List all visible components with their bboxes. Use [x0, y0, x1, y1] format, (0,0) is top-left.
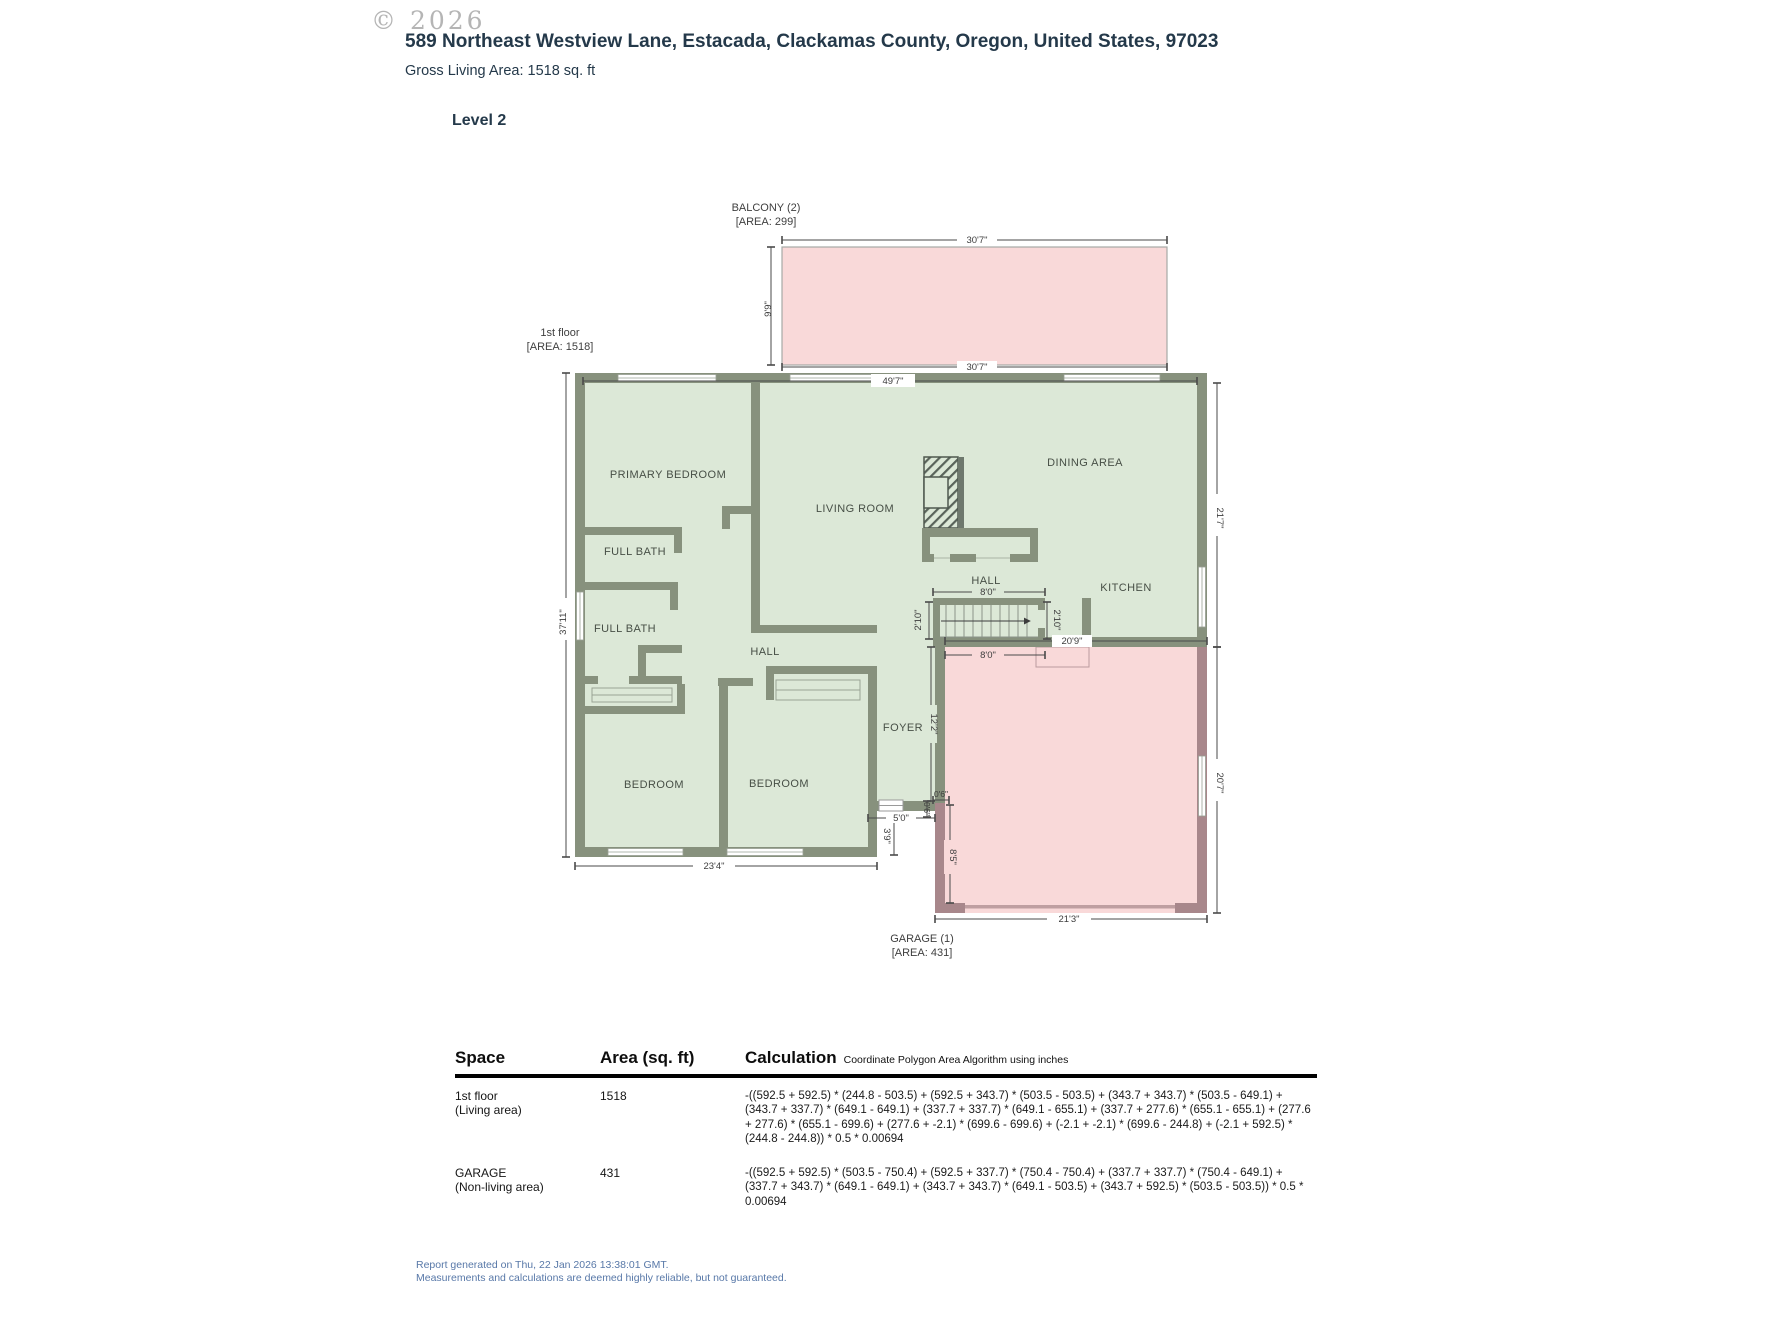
table-row	[455, 1166, 1317, 1209]
dim-stairs-bottom: 8'0"	[980, 650, 996, 661]
dim-top-width: 49'7"	[882, 376, 904, 387]
room-full-bath-1: FULL BATH	[603, 546, 667, 558]
dim-foyer-height: 12'2"	[928, 713, 939, 735]
dim-stairs-left: 2'10"	[913, 609, 924, 631]
balcony-label: BALCONY (2)	[731, 202, 801, 214]
dim-garage-bottom: 21'3"	[1058, 914, 1080, 925]
col-calculation: Calculation	[745, 1048, 837, 1067]
col-area: Area (sq. ft)	[600, 1048, 695, 1067]
balcony-area-value: [AREA: 299]	[735, 216, 797, 228]
garage-label: GARAGE (1)	[890, 933, 954, 945]
dim-jog-vertical: 0'6"	[922, 801, 932, 817]
garage-area-value: [AREA: 431]	[891, 947, 953, 959]
room-kitchen: KITCHEN	[1100, 582, 1152, 594]
foyer-exit-door	[879, 800, 903, 811]
balcony-area	[782, 247, 1167, 365]
dim-garage-top: 20'9"	[1061, 636, 1083, 647]
col-calculation-note: Coordinate Polygon Area Algorithm using inches	[843, 1054, 1069, 1066]
level-label: Level 2	[452, 112, 507, 129]
calculation-table	[455, 1048, 1317, 1209]
row-area-value: 1518	[600, 1089, 627, 1103]
room-primary-bedroom: PRIMARY BEDROOM	[609, 469, 727, 481]
room-full-bath-2: FULL BATH	[593, 623, 657, 635]
dim-right-lower: 20'7"	[1214, 772, 1225, 794]
room-hall-upper: HALL	[971, 575, 1001, 587]
row-space-name: GARAGE	[455, 1166, 507, 1180]
dim-balcony-bottom: 30'7"	[966, 362, 988, 373]
page-title: 589 Northeast Westview Lane, Estacada, Clackamas County, Oregon, United States, 97023	[405, 31, 1219, 52]
room-bedroom-1: BEDROOM	[624, 779, 684, 791]
table-row	[455, 1089, 1317, 1146]
report-footer	[416, 1259, 787, 1284]
dim-left-height: 37'11"	[558, 609, 569, 635]
row-space-kind: (Living area)	[455, 1103, 522, 1118]
dim-exit-height: 3'9"	[881, 828, 892, 844]
row-calculation: -((592.5 + 592.5) * (244.8 - 503.5) + (592.5 + 343.7) * (503.5 - 503.5) + (343.7 + 343.7) * (503.5 - 649.1) + (343.7 + 337.7) * (649.1 - 649.1) + (337.7 + 337.7) * (649.1 - 655.1) + (337.7 + 277.6) * (655.1 - 655.1) + (277.6 + 277.6) * (655.1 - 699.6) + (277.6 + -2.1) * (699.6 - 699.6) + (-2.1 + -2.1) * (699.6 - 244.8) + (-2.1 + 592.5) * (244.8 - 244.8)) * 0.5 * 0.00694	[745, 1090, 1311, 1145]
garage-area	[935, 647, 1207, 913]
row-space-kind: (Non-living area)	[455, 1180, 544, 1195]
first-floor-area: [AREA: 1518]	[526, 341, 594, 353]
dim-stairs-top: 8'0"	[980, 587, 996, 598]
footer-generated: Report generated on Thu, 22 Jan 2026 13:38:01 GMT.	[416, 1259, 669, 1271]
table-header	[455, 1048, 1317, 1078]
room-living-room: LIVING ROOM	[815, 503, 895, 515]
row-space-name: 1st floor	[455, 1089, 498, 1103]
first-floor-label: 1st floor	[540, 327, 580, 339]
dim-jog-horizontal: 0'6"	[933, 789, 949, 799]
room-dining-area: DINING AREA	[1047, 457, 1123, 469]
col-space: Space	[455, 1048, 506, 1067]
dim-balcony-left: 9'9"	[763, 301, 774, 317]
row-calculation: -((592.5 + 592.5) * (503.5 - 750.4) + (592.5 + 337.7) * (750.4 - 750.4) + (337.7 + 337.7) * (750.4 - 649.1) + (337.7 + 343.7) * (649.1 - 649.1) + (343.7 + 343.7) * (649.1 - 503.5) + (343.7 + 592.5) * (503.5 - 503.5)) * 0.5 * 0.00694	[745, 1167, 1304, 1208]
gross-living-area: Gross Living Area: 1518 sq. ft	[405, 63, 596, 79]
dim-garage-left-wall: 8'5"	[947, 849, 958, 865]
footer-disclaimer: Measurements and calculations are deemed highly reliable, but not guaranteed.	[416, 1271, 787, 1284]
dim-exit-width: 5'0"	[893, 813, 909, 824]
dim-right-upper: 21'7"	[1214, 507, 1225, 529]
room-foyer: FOYER	[882, 722, 924, 734]
dim-balcony-top: 30'7"	[966, 235, 988, 246]
room-hall-left: HALL	[750, 646, 780, 658]
dim-bottom-left: 23'4"	[703, 861, 725, 872]
room-bedroom-2: BEDROOM	[749, 778, 809, 790]
copyright-watermark: © 2026	[371, 6, 486, 35]
dim-stairs-right: 2'10"	[1051, 609, 1062, 631]
row-area-value: 431	[600, 1166, 621, 1180]
